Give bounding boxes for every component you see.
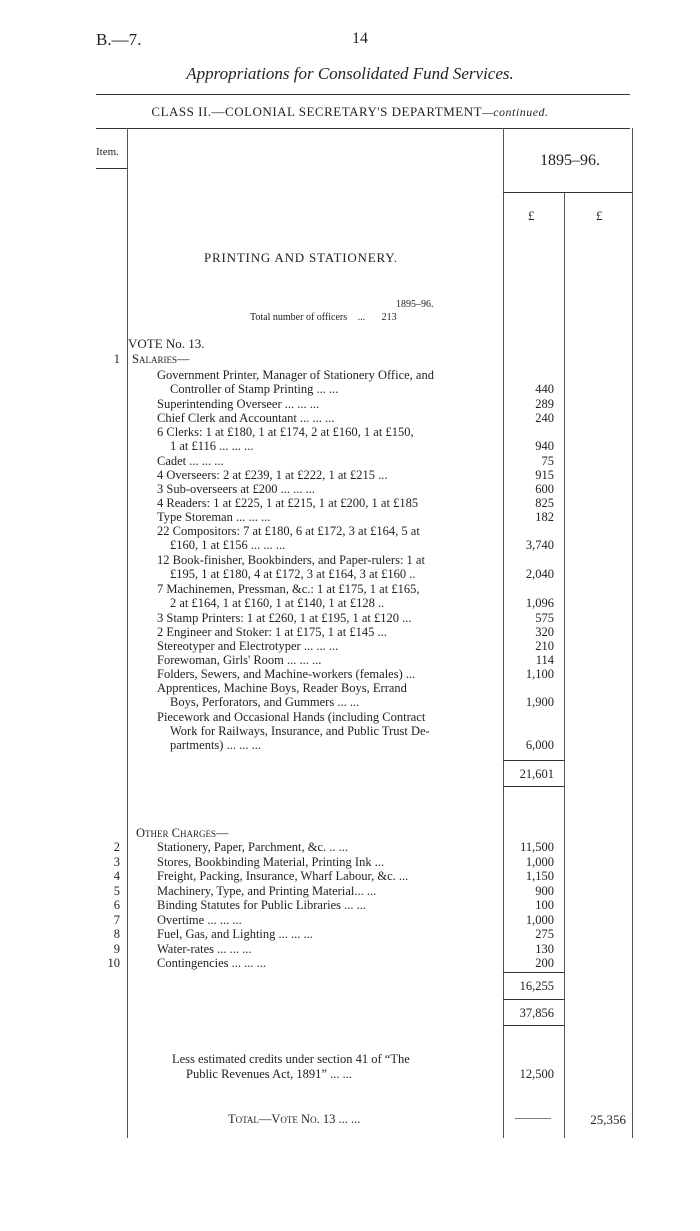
other-charge-label: Stores, Bookbinding Material, Printing Ink ... — [157, 854, 385, 869]
amount-column-divider — [503, 128, 504, 1138]
pound-symbol-2: £ — [596, 208, 603, 223]
other-charge-amount: 900 — [535, 883, 554, 898]
vote-total-label: Total—Vote No. 13 ... ... — [228, 1112, 361, 1126]
salary-row-text: Folders, Sewers, and Machine-workers (females) ... — [157, 667, 416, 681]
salary-row-amount: 289 — [535, 397, 554, 411]
other-charge-item-number: 9 — [113, 941, 120, 956]
other-charges-subtotal: 16,255 — [519, 979, 554, 993]
salary-row-text: Boys, Perforators, and Gummers ... ... — [170, 695, 360, 709]
salary-row-amount: 75 — [541, 454, 554, 468]
salary-row-text: £195, 1 at £180, 4 at £172, 3 at £164, 3 at £160 .. — [170, 567, 416, 581]
salary-row-amount: 114 — [535, 653, 554, 667]
page-number: 14 — [352, 30, 368, 47]
salary-row-text: 4 Readers: 1 at £225, 1 at £215, 1 at £200, 1 at £185 — [157, 496, 419, 510]
other-charge-label: Freight, Packing, Insurance, Wharf Labour, &c. ... — [157, 869, 409, 883]
salary-row-text: Type Storeman ... ... ... — [157, 510, 271, 524]
pound-symbol-1: £ — [528, 208, 535, 223]
officers-line — [250, 312, 397, 323]
other-charge-amount: 1,150 — [525, 869, 554, 883]
salary-row-text: Cadet ... ... ... — [157, 454, 224, 468]
salaries-item-number: 1 — [113, 352, 120, 366]
document-reference: B.—7. — [96, 30, 142, 49]
salary-row-text: 3 Sub-overseers at £200 ... ... ... — [157, 482, 315, 496]
salary-row-amount: 1,100 — [525, 667, 554, 681]
credits-line-2: Public Revenues Act, 1891” ... ... — [186, 1067, 352, 1081]
salaries-total-rule-bottom — [503, 786, 564, 787]
other-charge-amount: 1,000 — [525, 854, 554, 869]
officers-dots: ... — [357, 312, 366, 323]
salary-row-text: Superintending Overseer ... ... ... — [157, 397, 320, 411]
other-charge-item-number: 4 — [113, 869, 120, 883]
officers-count: 213 — [381, 312, 397, 323]
other-charges-heading: Other Charges— — [136, 826, 229, 840]
year-column-header: 1895–96. — [540, 152, 600, 169]
other-charge-item-number: 6 — [113, 898, 120, 912]
vote-heading: VOTE No. 13. — [128, 336, 205, 351]
salary-row-amount: 320 — [535, 625, 554, 639]
table-top-rule — [96, 128, 630, 129]
other-charge-item-number: 3 — [113, 854, 120, 869]
other-charge-label: Binding Statutes for Public Libraries ... ... — [157, 898, 367, 912]
subtotal-column-divider — [564, 192, 565, 1138]
other-charge-item-number: 2 — [113, 840, 120, 854]
other-charge-amount: 11,500 — [520, 840, 554, 854]
other-charge-amount: 275 — [535, 927, 554, 941]
other-charge-item-number: 7 — [113, 912, 120, 927]
vote-total-dash: ——— — [515, 1110, 551, 1124]
salary-row-amount: 182 — [535, 510, 554, 524]
other-charge-item-number: 8 — [113, 927, 120, 941]
salary-row-amount: 1,096 — [525, 596, 554, 610]
salary-row-amount: 915 — [535, 468, 554, 482]
other-charge-amount: 100 — [535, 898, 554, 912]
salary-row-amount: 575 — [535, 611, 554, 625]
salary-row-text: 22 Compositors: 7 at £180, 6 at £172, 3 at £164, 5 at — [157, 524, 420, 538]
salary-row-text: Apprentices, Machine Boys, Reader Boys, Errand — [157, 681, 407, 695]
other-subtotal-rule-bottom — [503, 999, 564, 1000]
credits-line-1: Less estimated credits under section 41 of “The — [172, 1052, 410, 1066]
officers-year: 1895–96. — [396, 299, 434, 310]
salary-row-text: 3 Stamp Printers: 1 at £260, 1 at £195, 1 at £120 ... — [157, 611, 412, 625]
salaries-total: 21,601 — [519, 767, 554, 781]
salary-row-amount: 2,040 — [525, 567, 554, 581]
salaries-total-rule-top — [503, 760, 564, 761]
other-charge-label: Contingencies ... ... ... — [157, 956, 267, 970]
other-charge-amount: 1,000 — [525, 912, 554, 927]
salary-row-amount: 210 — [535, 639, 554, 653]
right-column-divider — [632, 128, 633, 1138]
class-heading-text: CLASS II.—COLONIAL SECRETARY'S DEPARTMENT — [151, 104, 483, 119]
salary-row-text: Work for Railways, Insurance, and Public Trust De- — [170, 724, 430, 738]
salary-row-amount: 600 — [535, 482, 554, 496]
item-column-header: Item. — [96, 146, 119, 158]
year-header-rule — [503, 192, 632, 193]
other-charge-item-number: 10 — [107, 956, 120, 970]
vote-total-amount: 25,356 — [590, 1112, 626, 1127]
salary-row-text: Chief Clerk and Accountant ... ... ... — [157, 411, 335, 425]
other-charge-item-number: 5 — [113, 883, 120, 898]
other-charge-label: Machinery, Type, and Printing Material... ... — [157, 883, 377, 898]
salary-row-text: Controller of Stamp Printing ... ... — [170, 382, 339, 396]
salary-row-text: partments) ... ... ... — [170, 738, 261, 752]
class-heading-continued: —continued. — [482, 105, 549, 119]
salary-row-text: 4 Overseers: 2 at £239, 1 at £222, 1 at £215 ... — [157, 468, 388, 482]
other-charge-amount: 200 — [535, 956, 554, 970]
header-rule — [96, 94, 630, 95]
salary-row-amount: 825 — [535, 496, 554, 510]
salary-row-text: 12 Book-finisher, Bookbinders, and Paper-rulers: 1 at — [157, 553, 425, 567]
salary-row-text: Piecework and Occasional Hands (including Contract — [157, 710, 426, 724]
item-header-rule — [96, 168, 127, 169]
salary-row-text: 2 Engineer and Stoker: 1 at £175, 1 at £145 ... — [157, 625, 387, 639]
salary-row-text: 6 Clerks: 1 at £180, 1 at £174, 2 at £160, 1 at £150, — [157, 425, 414, 439]
other-charge-amount: 130 — [535, 941, 554, 956]
officers-label: Total number of officers — [250, 312, 348, 323]
other-charge-label: Overtime ... ... ... — [157, 912, 242, 927]
other-charge-label: Fuel, Gas, and Lighting ... ... ... — [157, 927, 313, 941]
salary-row-amount: 240 — [535, 411, 554, 425]
gross-total-rule — [503, 1025, 564, 1026]
item-column-divider — [127, 128, 128, 1138]
other-subtotal-rule-top — [503, 972, 564, 973]
salary-row-text: 7 Machinemen, Pressman, &c.: 1 at £175, 1 at £165, — [157, 582, 420, 596]
salary-row-amount: 1,900 — [525, 695, 554, 709]
salary-row-text: £160, 1 at £156 ... ... ... — [170, 538, 286, 552]
salary-row-text: 2 at £164, 1 at £160, 1 at £140, 1 at £128 .. — [170, 596, 385, 610]
other-charge-label: Water-rates ... ... ... — [157, 941, 252, 956]
credits-amount: 12,500 — [519, 1067, 554, 1081]
salary-row-amount: 6,000 — [525, 738, 554, 752]
salaries-heading: Salaries— — [132, 352, 190, 366]
salary-row-amount: 3,740 — [525, 538, 554, 552]
other-charge-label: Stationery, Paper, Parchment, &c. .. ... — [157, 840, 349, 854]
salary-row-amount: 940 — [535, 439, 554, 453]
salary-row-text: 1 at £116 ... ... ... — [170, 439, 254, 453]
salary-row-text: Forewoman, Girls' Room ... ... ... — [157, 653, 322, 667]
class-heading — [0, 104, 700, 120]
page-title: Appropriations for Consolidated Fund Services. — [186, 64, 514, 83]
salary-row-text: Stereotyper and Electrotyper ... ... ... — [157, 639, 339, 653]
section-title: PRINTING AND STATIONERY. — [204, 250, 398, 265]
gross-total: 37,856 — [519, 1006, 554, 1020]
salary-row-amount: 440 — [535, 382, 554, 396]
salary-row-text: Government Printer, Manager of Stationery Office, and — [157, 368, 434, 382]
